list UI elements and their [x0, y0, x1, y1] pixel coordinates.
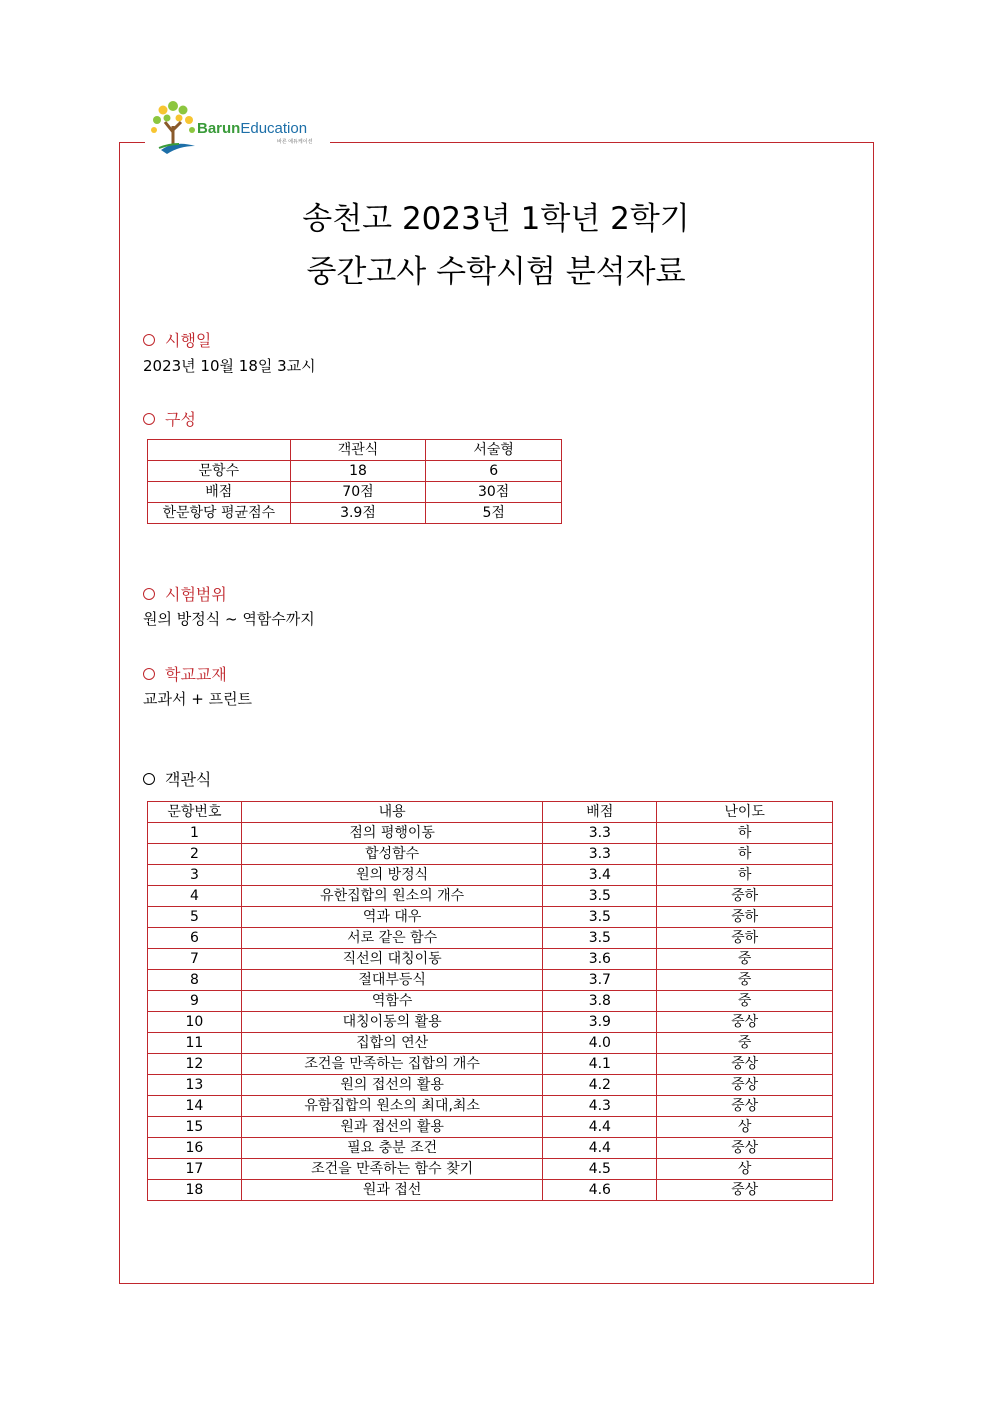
table-cell: 7	[148, 949, 242, 970]
table-cell: 필요 충분 조건	[241, 1138, 543, 1159]
table-cell: 3.4	[543, 865, 657, 886]
table-cell: 3.9	[543, 1012, 657, 1033]
composition-table	[147, 439, 562, 524]
circle-bullet-icon	[143, 334, 155, 346]
table-cell: 3	[148, 865, 242, 886]
table-row	[148, 928, 833, 949]
table-cell: 4	[148, 886, 242, 907]
table-cell: 점의 평행이동	[241, 823, 543, 844]
header-cell: 서술형	[426, 440, 562, 461]
table-cell: 3.5	[543, 886, 657, 907]
circle-bullet-icon	[143, 588, 155, 600]
table-row	[148, 949, 833, 970]
table-cell: 5	[148, 907, 242, 928]
logo-subtitle: 바른 에듀케이션	[277, 139, 313, 145]
table-cell: 중	[657, 1033, 833, 1054]
table-cell: 4.5	[543, 1159, 657, 1180]
section-heading-exam-date: 시행일	[143, 328, 211, 351]
table-cell: 서로 같은 함수	[241, 928, 543, 949]
table-cell: 4.1	[543, 1054, 657, 1075]
table-cell: 중	[657, 970, 833, 991]
table-cell: 역함수	[241, 991, 543, 1012]
table-row	[148, 970, 833, 991]
table-row	[148, 844, 833, 865]
title-line-2: 중간고사 수학시험 분석자료	[306, 254, 686, 290]
table-cell: 합성함수	[241, 844, 543, 865]
table-row	[148, 1138, 833, 1159]
section-heading-textbook: 학교교재	[143, 662, 227, 685]
table-row	[148, 1033, 833, 1054]
table-cell: 원의 접선의 활용	[241, 1075, 543, 1096]
table-row	[148, 1117, 833, 1138]
table-cell: 중상	[657, 1054, 833, 1075]
table-row	[148, 991, 833, 1012]
table-row	[148, 1096, 833, 1117]
table-cell: 3.9점	[290, 503, 426, 524]
table-row	[148, 1180, 833, 1201]
table-cell: 대칭이동의 활용	[241, 1012, 543, 1033]
circle-bullet-icon	[143, 413, 155, 425]
table-cell: 4.0	[543, 1033, 657, 1054]
table-cell: 원의 방정식	[241, 865, 543, 886]
exam-range-text: 원의 방정식 ~ 역함수까지	[143, 610, 315, 628]
table-cell: 8	[148, 970, 242, 991]
table-row	[148, 1012, 833, 1033]
logo-wordmark: BarunEducation	[197, 120, 308, 137]
table-cell: 4.2	[543, 1075, 657, 1096]
table-cell: 한문항당 평균점수	[148, 503, 291, 524]
section-heading-exam-range: 시험범위	[143, 582, 227, 605]
table-cell: 4.4	[543, 1138, 657, 1159]
table-cell: 집합의 연산	[241, 1033, 543, 1054]
table-cell: 15	[148, 1117, 242, 1138]
exam-date-text: 2023년 10월 18일 3교시	[143, 357, 316, 375]
textbook-text: 교과서 + 프린트	[143, 690, 253, 708]
table-cell: 하	[657, 865, 833, 886]
table-cell: 하	[657, 823, 833, 844]
table-cell: 중	[657, 991, 833, 1012]
table-cell: 중	[657, 949, 833, 970]
table-cell: 직선의 대칭이동	[241, 949, 543, 970]
table-cell: 3.8	[543, 991, 657, 1012]
table-cell: 중하	[657, 886, 833, 907]
table-cell: 중상	[657, 1075, 833, 1096]
table-cell: 6	[148, 928, 242, 949]
table-cell: 4.3	[543, 1096, 657, 1117]
header-cell: 배점	[543, 802, 657, 823]
table-cell: 조건을 만족하는 집합의 개수	[241, 1054, 543, 1075]
table-cell: 배점	[148, 482, 291, 503]
table-row	[148, 907, 833, 928]
section-heading-objective: 객관식	[143, 767, 211, 790]
table-cell: 3.3	[543, 823, 657, 844]
header-cell: 난이도	[657, 802, 833, 823]
table-row	[148, 823, 833, 844]
table-cell: 중상	[657, 1096, 833, 1117]
table-row	[148, 865, 833, 886]
table-cell: 중하	[657, 928, 833, 949]
table-row	[148, 1159, 833, 1180]
table-cell: 원과 접선	[241, 1180, 543, 1201]
table-cell: 중상	[657, 1180, 833, 1201]
table-cell: 10	[148, 1012, 242, 1033]
table-row	[148, 1054, 833, 1075]
table-cell: 상	[657, 1159, 833, 1180]
table-cell: 3.5	[543, 928, 657, 949]
table-cell: 중상	[657, 1138, 833, 1159]
table-cell: 3.7	[543, 970, 657, 991]
table-cell: 절대부등식	[241, 970, 543, 991]
header-cell: 문항번호	[148, 802, 242, 823]
section-heading-composition: 구성	[143, 407, 196, 430]
table-cell: 문항수	[148, 461, 291, 482]
header-cell: 내용	[241, 802, 543, 823]
table-row	[148, 461, 562, 482]
header-cell	[148, 440, 291, 461]
header-cell: 객관식	[290, 440, 426, 461]
table-cell: 18	[290, 461, 426, 482]
table-cell: 11	[148, 1033, 242, 1054]
table-cell: 3.6	[543, 949, 657, 970]
table-cell: 5점	[426, 503, 562, 524]
table-cell: 18	[148, 1180, 242, 1201]
table-row	[148, 503, 562, 524]
header-row	[148, 440, 562, 461]
table-cell: 조건을 만족하는 함수 찾기	[241, 1159, 543, 1180]
objective-table	[147, 801, 833, 1201]
table-cell: 유함집합의 원소의 최대,최소	[241, 1096, 543, 1117]
table-row	[148, 482, 562, 503]
table-cell: 13	[148, 1075, 242, 1096]
table-cell: 4.6	[543, 1180, 657, 1201]
barun-education-logo	[145, 96, 330, 158]
table-cell: 3.5	[543, 907, 657, 928]
table-cell: 2	[148, 844, 242, 865]
table-cell: 12	[148, 1054, 242, 1075]
table-cell: 6	[426, 461, 562, 482]
tree-icon	[145, 96, 201, 156]
title-line-1: 송천고 2023년 1학년 2학기	[302, 201, 690, 237]
table-cell: 14	[148, 1096, 242, 1117]
table-row	[148, 886, 833, 907]
table-cell: 1	[148, 823, 242, 844]
table-cell: 16	[148, 1138, 242, 1159]
table-cell: 상	[657, 1117, 833, 1138]
table-cell: 원과 접선의 활용	[241, 1117, 543, 1138]
table-row	[148, 1075, 833, 1096]
table-cell: 역과 대우	[241, 907, 543, 928]
table-cell: 중하	[657, 907, 833, 928]
table-cell: 중상	[657, 1012, 833, 1033]
table-cell: 70점	[290, 482, 426, 503]
table-cell: 9	[148, 991, 242, 1012]
table-cell: 유한집합의 원소의 개수	[241, 886, 543, 907]
circle-bullet-icon	[143, 773, 155, 785]
table-cell: 하	[657, 844, 833, 865]
header-row	[148, 802, 833, 823]
table-cell: 30점	[426, 482, 562, 503]
table-cell: 17	[148, 1159, 242, 1180]
table-cell: 4.4	[543, 1117, 657, 1138]
table-cell: 3.3	[543, 844, 657, 865]
circle-bullet-icon	[143, 668, 155, 680]
